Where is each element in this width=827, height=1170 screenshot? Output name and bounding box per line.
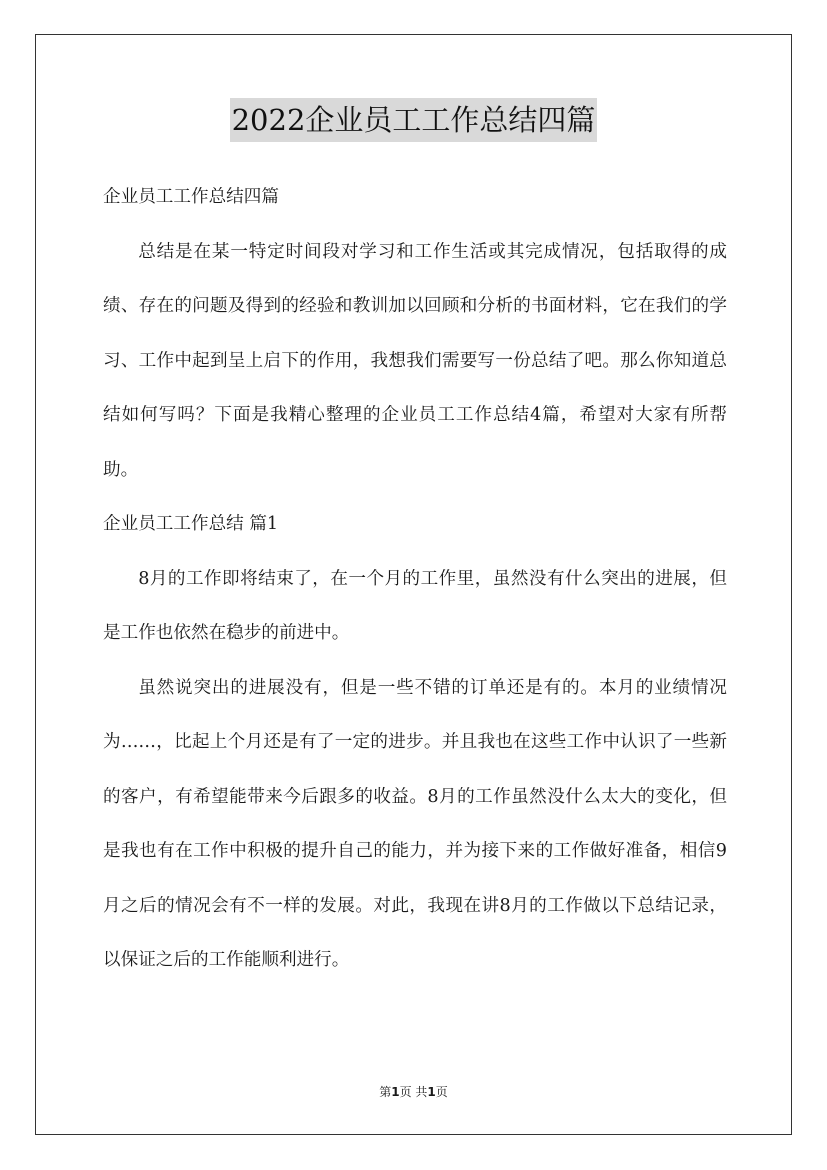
page-current: 1 xyxy=(391,1085,400,1099)
section-heading: 企业员工工作总结四篇 xyxy=(103,187,279,207)
body-paragraph: 虽然说突出的进展没有，但是一些不错的订单还是有的。本月的业绩情况为……，比起上个月还是有了一定的进步。并且我也在这些工作中认识了一些新的客户，有希望能带来今后跟多的收益。8月的工作虽然没什么太大的变化，但是我也有在工作中积极的提升自己的能力，并为接下来的工作做好准备，相信9月之后的情况会有不一样的发展。对此，我现在讲8月的工作做以下总结记录，以保证之后的工作能顺利进行。 xyxy=(103,677,727,970)
document-body xyxy=(103,170,727,988)
page-total: 1 xyxy=(427,1085,436,1099)
section-heading: 企业员工工作总结 篇1 xyxy=(103,514,279,534)
page-label-mid: 页 共 xyxy=(399,1085,428,1099)
document-title: 2022企业员工工作总结四篇 xyxy=(230,98,598,142)
title-container xyxy=(0,98,827,142)
body-paragraph: 8月的工作即将结束了，在一个月的工作里，虽然没有什么突出的进展，但是工作也依然在稳步的前进中。 xyxy=(103,568,727,643)
page-footer xyxy=(0,1083,827,1100)
page-label-prefix: 第 xyxy=(379,1085,392,1099)
page-label-suffix: 页 xyxy=(435,1085,448,1099)
intro-paragraph: 总结是在某一特定时间段对学习和工作生活或其完成情况，包括取得的成绩、存在的问题及得到的经验和教训加以回顾和分析的书面材料，它在我们的学习、工作中起到呈上启下的作用，我想我们需要写一份总结了吧。那么你知道总结如何写吗？下面是我精心整理的企业员工工作总结4篇，希望对大家有所帮助。 xyxy=(103,241,727,480)
